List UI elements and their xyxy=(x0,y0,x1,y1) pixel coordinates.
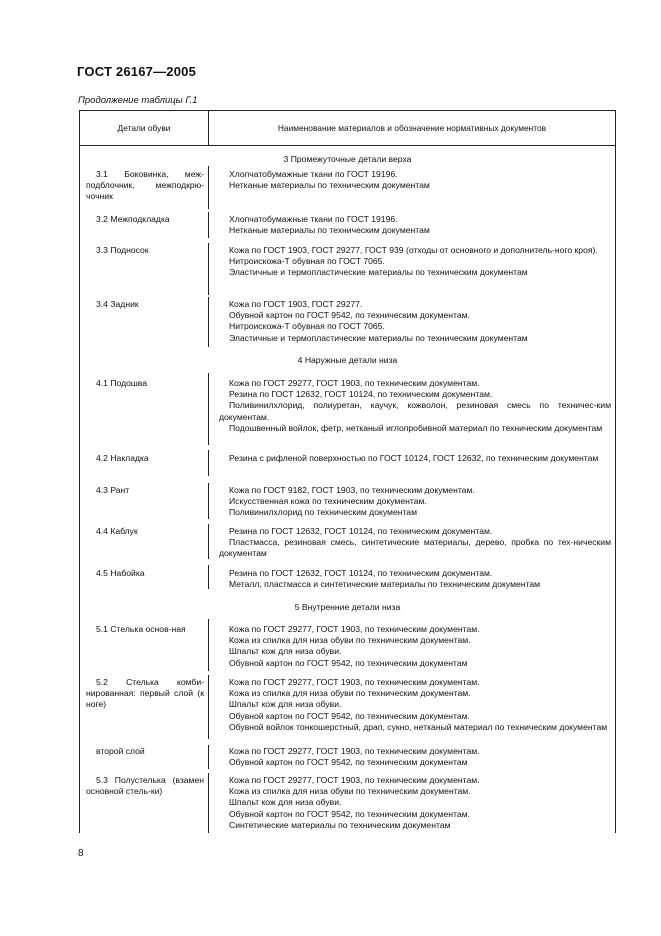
material-line: Кожа по ГОСТ 9182, ГОСТ 1903, по техническим документам. xyxy=(229,485,475,495)
material-line: Шпальт кож для низа обуви. xyxy=(229,646,342,657)
section-title: 5 Внутренние детали низа xyxy=(294,602,401,612)
material-line: Резина по ГОСТ 12632, ГОСТ 10124, по техническим документам. xyxy=(229,526,493,536)
column-divider xyxy=(208,212,209,238)
material-line: Кожа по ГОСТ 29277, ГОСТ 1903, по техническим документам. xyxy=(229,624,480,634)
table-row-part xyxy=(86,775,204,797)
table-row-materials xyxy=(219,624,611,669)
table-row-materials xyxy=(219,245,611,279)
material-line: Обувной картон по ГОСТ 9542, по техническим документам. xyxy=(229,710,470,721)
material-line: Обувной картон по ГОСТ 9542, по техническим документам. xyxy=(229,310,470,321)
document-title: ГОСТ 26167—2005 xyxy=(77,64,196,79)
material-line: Резина с рифленой поверхностью по ГОСТ 10124, ГОСТ 12632, по техническим документам xyxy=(229,453,599,463)
material-line: Кожа по ГОСТ 29277, ГОСТ 1903, по техническим документам. xyxy=(229,775,480,785)
material-line: Нитроискожа-Т обувная по ГОСТ 7065. xyxy=(229,256,385,267)
table-row-part xyxy=(86,746,204,757)
table-row-materials xyxy=(219,775,611,831)
column-header-materials: Наименование материалов и обозначение нормативных документов xyxy=(277,123,547,133)
part-label: 3.1 Боковинка, меж-подблочник, межподкрю-чочник xyxy=(86,169,204,202)
material-line: Пластмасса, резиновая смесь, синтетические материалы, дерево, пробка по тех-ническим документам xyxy=(219,537,611,559)
table-row-materials xyxy=(219,453,611,464)
material-line: Нетканые материалы по техническим документам xyxy=(229,225,430,236)
material-line: Эластичные и термопластические материалы по техническим документам xyxy=(229,267,528,278)
table-row-part xyxy=(86,677,204,711)
materials-table xyxy=(79,110,616,833)
table-row-materials xyxy=(219,746,611,768)
material-line: Обувной картон по ГОСТ 9542, по техническим документам xyxy=(229,657,468,668)
column-divider xyxy=(208,483,209,519)
part-label: 4.1 Подошва xyxy=(96,378,148,388)
material-line: Металл, пластмасса и синтетические материалы по техническим документам xyxy=(229,579,541,590)
table-row-part xyxy=(86,624,204,635)
material-line: Нитроискожа-Т обувная по ГОСТ 7065. xyxy=(229,321,385,332)
column-divider xyxy=(208,297,209,347)
part-label: 5.2 Стелька комби-нированная: первый слой (к ноге) xyxy=(86,677,204,710)
table-row-materials xyxy=(219,169,611,191)
material-line: Шпальт кож для низа обуви. xyxy=(229,699,342,710)
table-continuation-caption: Продолжение таблицы Г.1 xyxy=(78,95,198,106)
material-line: Кожа по ГОСТ 29277, ГОСТ 1903, по техническим документам. xyxy=(229,378,480,388)
part-label: 4.4 Каблук xyxy=(96,526,138,536)
table-row-materials xyxy=(219,378,611,434)
table-row-part xyxy=(86,485,204,496)
table-row-part xyxy=(86,526,204,537)
table-row-part xyxy=(86,214,204,225)
part-label: 5.1 Стелька основ-ная xyxy=(96,624,186,634)
table-row-part xyxy=(86,453,204,464)
column-divider xyxy=(208,524,209,559)
column-divider xyxy=(208,243,209,295)
table-row-materials xyxy=(219,526,611,560)
material-line: Обувной картон по ГОСТ 9542, по техническим документам. xyxy=(229,808,470,819)
material-line: Хлопчатобумажные ткани по ГОСТ 19196. xyxy=(229,169,398,179)
section-title: 4 Наружные детали низа xyxy=(297,355,398,365)
part-label: 4.2 Накладка xyxy=(96,453,149,463)
material-line: Резина по ГОСТ 12632, ГОСТ 10124, по техническим документам. xyxy=(229,389,493,400)
table-row-part xyxy=(86,169,204,203)
material-line: Синтетические материалы по техническим документам xyxy=(229,819,451,830)
material-line: Обувной картон по ГОСТ 9542, по техническим документам xyxy=(229,757,468,768)
material-line: Кожа из спилка для низа обуви по техническим документам. xyxy=(229,786,471,797)
column-divider xyxy=(208,373,209,445)
part-label: 4.5 Набойка xyxy=(96,568,145,578)
material-line: Кожа по ГОСТ 29277, ГОСТ 1903, по техническим документам. xyxy=(229,677,480,687)
table-row-part xyxy=(86,245,204,256)
material-line: Подошвенный войлок, фетр, нетканый иглопробивной материал по техническим документам xyxy=(229,422,603,433)
column-divider xyxy=(208,745,209,769)
part-label: 5.3 Полустелька (взамен основной стель-ки) xyxy=(86,775,204,797)
material-line: Поливинилхлорид, полиуретан, каучук, кожволон, резиновая смесь по техничес-ким документам. xyxy=(219,400,611,422)
column-divider xyxy=(208,773,209,833)
column-divider xyxy=(208,619,209,671)
column-header-parts: Детали обуви xyxy=(117,123,171,133)
material-line: Поливинилхлорид по техническим документам xyxy=(229,507,417,518)
material-line: Резина по ГОСТ 12632, ГОСТ 10124, по техническим документам. xyxy=(229,568,493,578)
material-line: Кожа из спилка для низа обуви по техническим документам. xyxy=(229,635,471,646)
material-line: Искусственная кожа по техническим документам. xyxy=(229,496,427,507)
column-divider xyxy=(208,565,209,589)
table-row-materials xyxy=(219,299,611,344)
section-title: 3 Промежуточные детали верха xyxy=(283,154,412,164)
table-row-materials xyxy=(219,214,611,236)
material-line: Кожа по ГОСТ 1903, ГОСТ 29277. xyxy=(229,299,363,309)
table-row-materials xyxy=(219,677,611,733)
table-row-part xyxy=(86,568,204,579)
material-line: Обувной войлок тонкошерстный, драп, сукно, нетканый материал по техническим документам xyxy=(229,721,608,732)
header-bottom-rule xyxy=(80,145,615,146)
part-label: второй слой xyxy=(96,746,145,756)
table-row-materials xyxy=(219,485,611,519)
column-divider xyxy=(208,450,209,476)
material-line: Кожа по ГОСТ 29277, ГОСТ 1903, по техническим документам. xyxy=(229,746,480,756)
material-line: Хлопчатобумажные ткани по ГОСТ 19196. xyxy=(229,214,398,224)
part-label: 4.3 Рант xyxy=(96,485,130,495)
column-divider xyxy=(208,166,209,209)
material-line: Кожа из спилка для низа обуви по техническим документам. xyxy=(229,688,471,699)
material-line: Эластичные и термопластические материалы по техническим документам xyxy=(229,332,528,343)
page-number: 8 xyxy=(78,848,84,859)
table-row-part xyxy=(86,378,204,389)
part-label: 3.2 Межподкладка xyxy=(96,214,170,224)
table-row-materials xyxy=(219,568,611,590)
part-label: 3.4 Задник xyxy=(96,299,139,309)
part-label: 3.3 Подносок xyxy=(96,245,149,255)
column-divider xyxy=(208,675,209,739)
material-line: Нетканые материалы по техническим документам xyxy=(229,180,430,191)
table-row-part xyxy=(86,299,204,310)
material-line: Шпальт кож для низа обуви. xyxy=(229,797,342,808)
material-line: Кожа по ГОСТ 1903, ГОСТ 29277, ГОСТ 939 (отходы от основного и дополнитель-ного кроя). xyxy=(229,245,598,255)
